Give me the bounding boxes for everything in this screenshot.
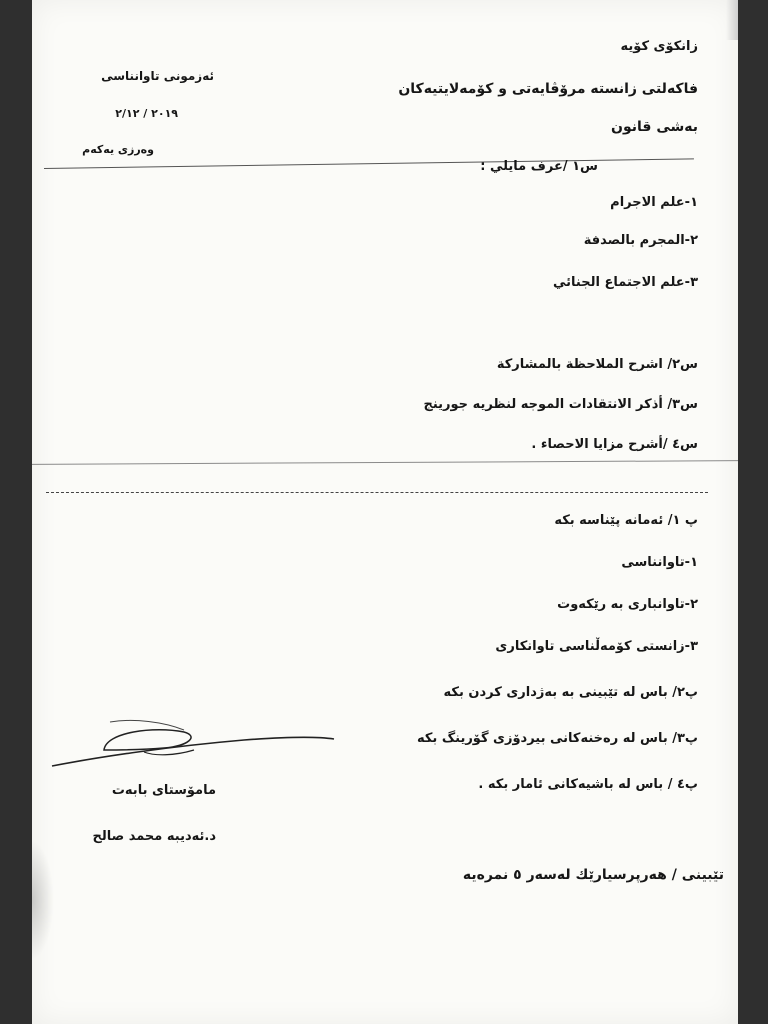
kurdish-question-4: پ٤ / باس لە باشیەكانی ئامار بكە . <box>478 777 698 792</box>
page-fold-line <box>32 460 738 465</box>
grading-note: تێبینی / هەرپرسیارێك لەسەر ٥ نمرەیە <box>462 867 724 883</box>
university-name: زانكۆی كۆیه <box>620 39 698 54</box>
kurdish-question-2: پ٢/ باس لە تێبینی بە بەژداری كردن بكە <box>443 685 698 700</box>
arabic-question-1: س١ /عرف مايلي : <box>480 159 598 174</box>
kurdish-q1-item-2: ٢-تاوانباری بە رێكەوت <box>557 597 698 612</box>
exam-term: وەرزی یەكەم <box>82 143 154 156</box>
department-name: بەشی قانون <box>611 119 698 135</box>
paper-corner-tear <box>726 0 738 40</box>
faculty-name: فاكەلتی زانستە مرۆڤایەتی و كۆمەلایتیەكان <box>398 81 698 97</box>
handwritten-signature <box>44 712 344 772</box>
signature-title: مامۆستای بابەت <box>111 783 216 798</box>
kurdish-question-1: پ ١/ ئەمانە پێناسە بكە <box>554 513 698 528</box>
signature-name: د.ئەدیبە محمد صالح <box>92 829 216 844</box>
arabic-q1-item-2: ٢-المجرم بالصدفة <box>583 233 698 248</box>
kurdish-question-3: پ٣/ باس لە رەخنەكانی بیردۆزی گۆرینگ بكە <box>416 731 698 746</box>
kurdish-q1-item-3: ٣-زانستی كۆمەڵناسی تاوانكاری <box>495 639 698 654</box>
exam-paper <box>32 0 738 1024</box>
section-separator <box>46 492 708 493</box>
arabic-q1-item-1: ١-علم الاجرام <box>610 195 698 210</box>
arabic-question-2: س٢/ اشرح الملاحظة بالمشاركة <box>496 357 698 372</box>
exam-date: ٢٠١٩ / ٢/١٢ <box>115 107 178 120</box>
arabic-question-3: س٣/ أذكر الانتقادات الموجه لنظريه جورينج <box>423 397 698 412</box>
paper-fold-shadow <box>32 840 54 960</box>
arabic-question-4: س٤ /أشرح مزايا الاحصاء . <box>531 437 698 452</box>
arabic-q1-item-3: ٣-علم الاجتماع الجنائي <box>553 275 698 290</box>
exam-title: ئەزمونی تاوانناسی <box>101 69 214 83</box>
kurdish-q1-item-1: ١-تاوانناسی <box>621 555 698 570</box>
